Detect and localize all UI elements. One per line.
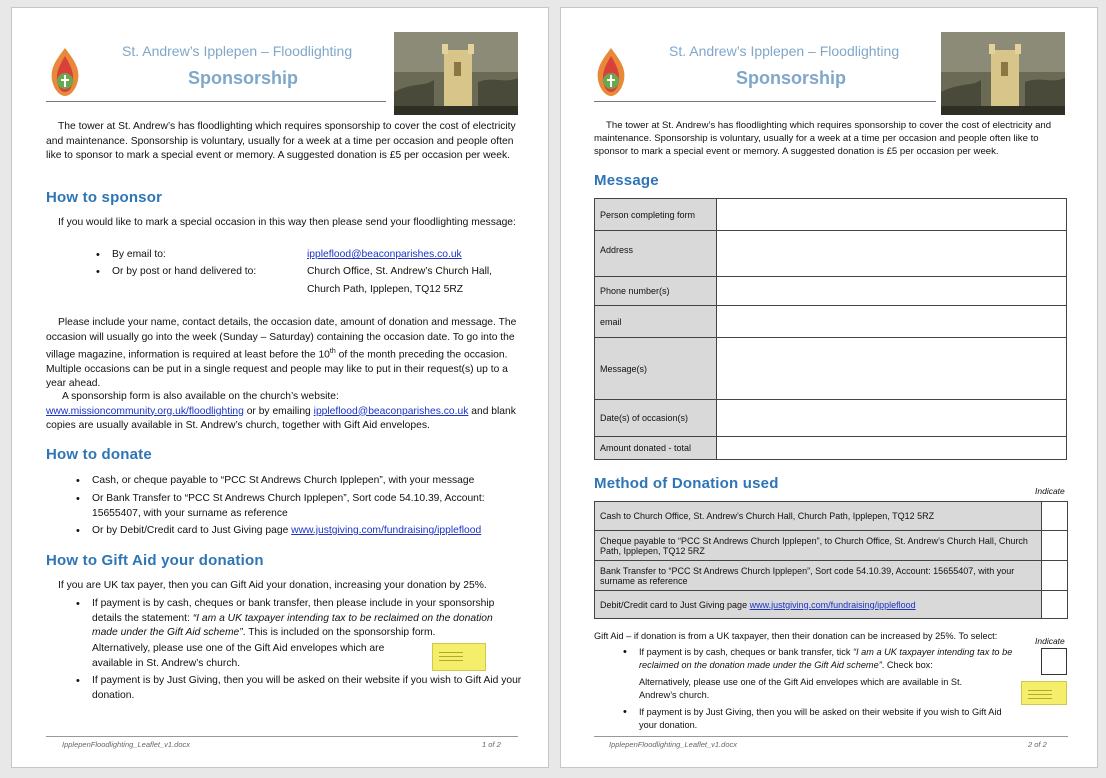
gift-aid-checkbox[interactable] xyxy=(1041,648,1067,675)
gift-aid-bullet-cash: • If payment is by cash, cheques or bank transfer, then please include in your sponsorship details the statement: “I am a UK taxpayer intending tax to be reclaimed on the donation made under the Gift Aid scheme”. This is included on the sponsorship form. xyxy=(92,597,520,641)
gift-aid-intro: If you are UK tax payer, then you can Gift Aid your donation, increasing your donation by 25%. xyxy=(58,580,487,591)
form-field-message[interactable] xyxy=(717,338,1067,400)
method-row-card xyxy=(595,591,1068,619)
header-rule xyxy=(594,101,936,102)
sponsorship-form-table xyxy=(594,198,1067,460)
method-row-cheque xyxy=(595,531,1068,561)
form-label-message: Message(s) xyxy=(595,338,717,400)
footer-page-number: 2 of 2 xyxy=(1028,740,1047,749)
header-title: St. Andrew’s Ipplepen – Floodlighting xyxy=(669,43,900,59)
footer-rule xyxy=(46,736,518,737)
floodlit-tower-photo xyxy=(394,32,518,115)
form-label-address: Address xyxy=(595,231,717,277)
form-row-dates xyxy=(595,400,1067,437)
form-field-email[interactable] xyxy=(717,306,1067,338)
form-label-amount: Amount donated - total xyxy=(595,437,717,460)
footer-filename: IpplepenFloodlighting_Leaflet_v1.docx xyxy=(609,740,738,749)
gift-aid-bullet-justgiving: • If payment is by Just Giving, then you will be asked on their website if you wish to Gift Aid your donation. xyxy=(639,706,1009,732)
form-label-phone: Phone number(s) xyxy=(595,277,717,306)
justgiving-link[interactable]: www.justgiving.com/fundraising/ippleflood xyxy=(291,525,482,536)
form-row-email xyxy=(595,306,1067,338)
address-line-2: Church Path, Ipplepen, TQ12 5RZ xyxy=(307,284,464,295)
form-label-person: Person completing form xyxy=(595,199,717,231)
sponsor-intro-text: If you would like to mark a special occasion in this way then please send your floodlighting message: xyxy=(58,217,516,228)
document-page-1 xyxy=(11,7,549,768)
email-label: • By email to: xyxy=(112,248,166,263)
form-row-phone xyxy=(595,277,1067,306)
gift-aid-envelope-image xyxy=(432,643,486,671)
donate-item-card: • Or by Debit/Credit card to Just Giving page www.justgiving.com/fundraising/ippleflood xyxy=(92,524,522,539)
heading-message: Message xyxy=(594,172,659,189)
heading-gift-aid: How to Gift Aid your donation xyxy=(46,552,264,569)
method-row-cash xyxy=(595,502,1068,531)
method-cash-checkbox[interactable] xyxy=(1042,502,1068,531)
gift-aid-alternative: Alternatively, please use one of the Gift Aid envelopes which are available in St. Andrew’s church. xyxy=(639,677,963,700)
footer-rule xyxy=(594,736,1068,737)
form-field-dates[interactable] xyxy=(717,400,1067,437)
method-cash: Cash to Church Office, St. Andrew’s Church Hall, Church Path, Ipplepen, TQ12 5RZ xyxy=(595,502,1042,531)
heading-method-of-donation: Method of Donation used xyxy=(594,475,779,492)
method-card-checkbox[interactable] xyxy=(1042,591,1068,619)
form-field-person[interactable] xyxy=(717,199,1067,231)
document-page-2 xyxy=(560,7,1098,768)
form-row-amount xyxy=(595,437,1067,460)
form-availability-paragraph: A sponsorship form is also available on the church’s website: www.missioncommunity.org.uk/floodlighting or by emailing ippleflood@beaconparishes.co.uk and blank copies are usually available in St. Andrew’s church, together with Gift Aid envelopes. xyxy=(46,391,516,431)
justgiving-link[interactable]: www.justgiving.com/fundraising/ippleflood xyxy=(749,599,916,610)
form-row-message xyxy=(595,338,1067,400)
header-subtitle: Sponsorship xyxy=(736,68,847,88)
indicate-label: Indicate xyxy=(1035,486,1065,496)
intro-paragraph: The tower at St. Andrew’s has floodlighting which requires sponsorship to cover the cost of electricity and maintenance. Sponsorship is voluntary, usually for a week at a time per occasion and people often like to sponsor to mark a special event or memory. A suggested donation is £5 per occasion per week. xyxy=(594,120,1052,157)
heading-how-to-donate: How to donate xyxy=(46,446,152,463)
form-field-phone[interactable] xyxy=(717,277,1067,306)
donation-method-table xyxy=(594,501,1068,619)
church-flame-logo-icon xyxy=(594,46,628,98)
method-cheque-checkbox[interactable] xyxy=(1042,531,1068,561)
form-row-person xyxy=(595,199,1067,231)
gift-aid-bullet-justgiving: • If payment is by Just Giving, then you will be asked on their website if you wish to Gift Aid your donation. xyxy=(92,674,522,703)
church-flame-logo-icon xyxy=(48,46,82,98)
form-field-address[interactable] xyxy=(717,231,1067,277)
details-paragraph: Please include your name, contact details, the occasion date, amount of donation and message. The occasion will usually go into the week (Sunday – Saturday) containing the occasion date. To go into the village magazine, information is required at least before the 10th of the month preceding the occasion. Multiple occasions can be put in a single request and people may like to put in their request(s) up to a year ahead. xyxy=(46,317,517,390)
gift-aid-bullet-cash: • If payment is by cash, cheques or bank transfer, tick “I am a UK taxpayer intending tax to be reclaimed on the donation made under the Gift Aid scheme”. Check box: xyxy=(639,646,1035,672)
footer-filename: IpplepenFloodlighting_Leaflet_v1.docx xyxy=(62,740,191,749)
post-label: • Or by post or hand delivered to: xyxy=(112,265,256,280)
method-bank: Bank Transfer to “PCC St Andrews Church Ipplepen”, Sort code 54.10.39, Account: 15655407, with your surname as reference xyxy=(595,561,1042,591)
header-title: St. Andrew’s Ipplepen – Floodlighting xyxy=(122,43,353,59)
donate-item-cash: • Cash, or cheque payable to “PCC St Andrews Church Ipplepen”, with your message xyxy=(92,474,516,489)
email-link-2[interactable]: ippleflood@beaconparishes.co.uk xyxy=(313,405,469,417)
floodlit-tower-photo xyxy=(941,32,1065,115)
form-label-email: email xyxy=(595,306,717,338)
gift-aid-envelope-image xyxy=(1021,681,1067,705)
header-rule xyxy=(46,101,386,102)
address-line-1: Church Office, St. Andrew’s Church Hall, xyxy=(307,266,493,277)
method-bank-checkbox[interactable] xyxy=(1042,561,1068,591)
method-row-bank xyxy=(595,561,1068,591)
form-row-address xyxy=(595,231,1067,277)
form-label-dates: Date(s) of occasion(s) xyxy=(595,400,717,437)
form-field-amount[interactable] xyxy=(717,437,1067,460)
gift-aid-alternative: Alternatively, please use one of the Gift Aid envelopes which are available in St. Andrew’s church. xyxy=(92,643,385,669)
gift-aid-line: Gift Aid – if donation is from a UK taxpayer, then their donation can be increased by 25%. To select: xyxy=(594,631,998,641)
donate-item-bank: • Or Bank Transfer to “PCC St Andrews Church Ipplepen”, Sort code 54.10.39, Account: 15655407, with your surname as reference xyxy=(92,492,516,521)
sponsor-email-link[interactable]: ippleflood@beaconparishes.co.uk xyxy=(307,249,462,260)
intro-paragraph: The tower at St. Andrew’s has floodlighting which requires sponsorship to cover the cost of electricity and maintenance. Sponsorship is voluntary, usually for a week at a time per occasion and people often like to sponsor to mark a special event or memory. A suggested donation is £5 per occasion per week. xyxy=(46,121,516,161)
method-card: Debit/Credit card to Just Giving page www.justgiving.com/fundraising/ippleflood xyxy=(595,591,1042,619)
website-link[interactable]: www.missioncommunity.org.uk/floodlighting xyxy=(46,405,244,417)
indicate-label-2: Indicate xyxy=(1035,636,1065,646)
header-subtitle: Sponsorship xyxy=(188,68,299,88)
footer-page-number: 1 of 2 xyxy=(482,740,501,749)
heading-how-to-sponsor: How to sponsor xyxy=(46,189,163,206)
method-cheque: Cheque payable to “PCC St Andrews Church Ipplepen”, to Church Office, St. Andrew’s Church Hall, Church Path, Ipplepen, TQ12 5RZ xyxy=(595,531,1042,561)
